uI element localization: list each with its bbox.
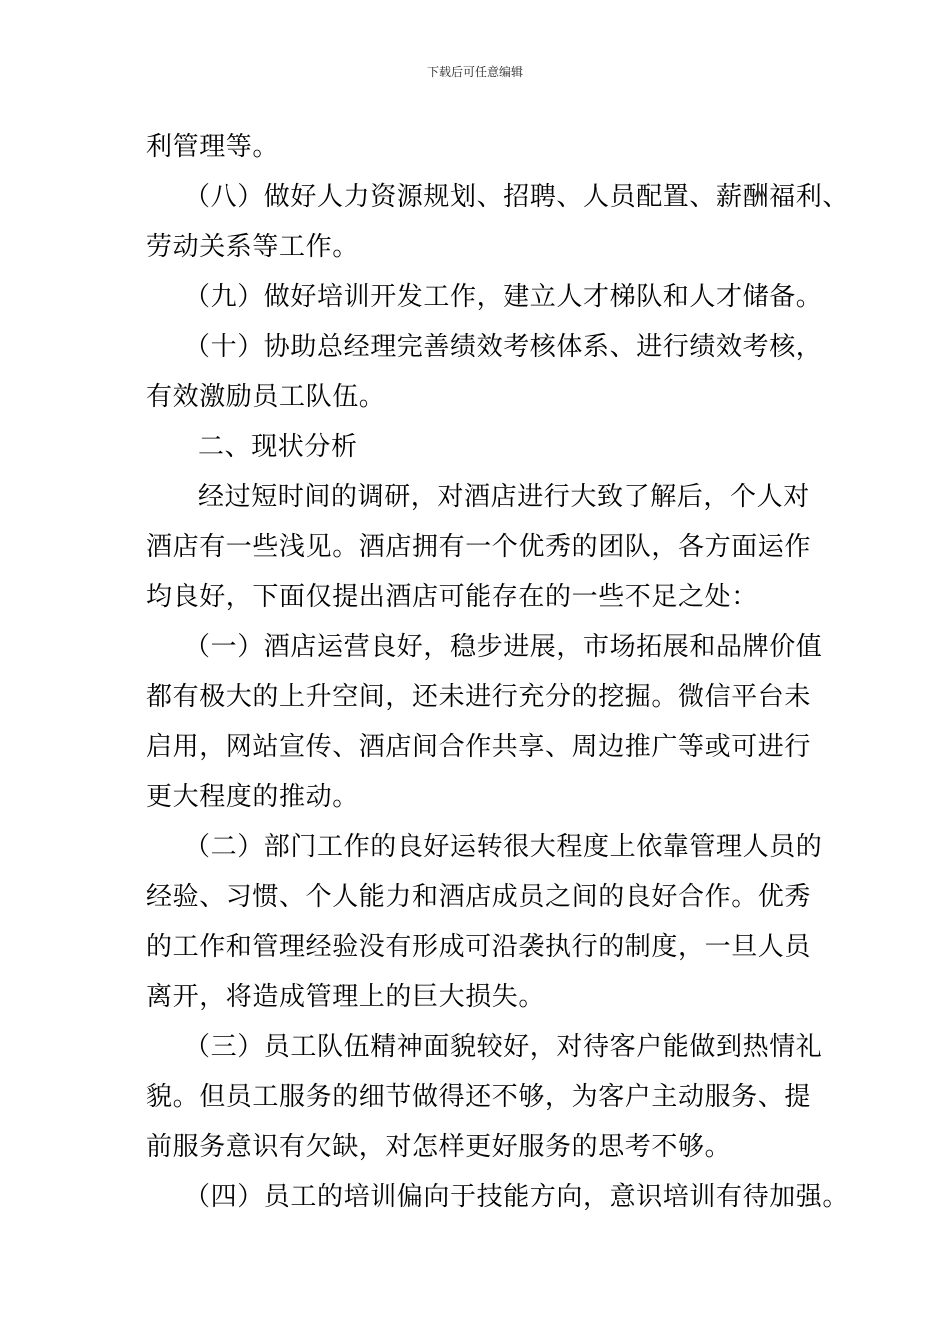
text-line: （二）部门工作的良好运转很大程度上依靠管理人员的: [184, 832, 823, 862]
text-line: （四）员工的培训偏向于技能方向，意识培训有待加强。: [184, 1182, 850, 1212]
page-header: 下载后可任意编辑: [426, 65, 523, 79]
text-line: 有效激励员工队伍。: [146, 382, 386, 412]
text-line: 利管理等。: [146, 132, 280, 162]
text-line: 都有极大的上升空间，还未进行充分的挖掘。微信平台未: [146, 682, 812, 712]
text-line: 酒店有一些浅见。酒店拥有一个优秀的团队，各方面运作: [146, 532, 812, 562]
text-line: 更大程度的推动。: [146, 782, 359, 812]
text-line: 貌。但员工服务的细节做得还不够，为客户主动服务、提: [146, 1082, 812, 1112]
section-heading: 二、现状分析: [198, 432, 358, 462]
text-line: 前服务意识有欠缺，对怎样更好服务的思考不够。: [146, 1132, 732, 1162]
text-line: 经过短时间的调研，对酒店进行大致了解后，个人对: [198, 482, 810, 512]
text-line: 均良好，下面仅提出酒店可能存在的一些不足之处：: [146, 582, 758, 612]
text-line: （三）员工队伍精神面貌较好，对待客户能做到热情礼: [184, 1032, 823, 1062]
text-line: （十）协助总经理完善绩效考核体系、进行绩效考核，: [184, 332, 823, 362]
text-line: （八）做好人力资源规划、招聘、人员配置、薪酬福利、: [184, 182, 850, 212]
text-line: 的工作和管理经验没有形成可沿袭执行的制度，一旦人员: [146, 932, 812, 962]
text-line: 启用，网站宣传、酒店间合作共享、周边推广等或可进行: [146, 732, 812, 762]
text-line: （九）做好培训开发工作，建立人才梯队和人才储备。: [184, 282, 823, 312]
text-line: （一）酒店运营良好，稳步进展，市场拓展和品牌价值: [184, 632, 823, 662]
text-line: 劳动关系等工作。: [146, 232, 359, 262]
text-line: 经验、习惯、个人能力和酒店成员之间的良好合作。优秀: [146, 882, 812, 912]
text-line: 离开，将造成管理上的巨大损失。: [146, 982, 546, 1012]
